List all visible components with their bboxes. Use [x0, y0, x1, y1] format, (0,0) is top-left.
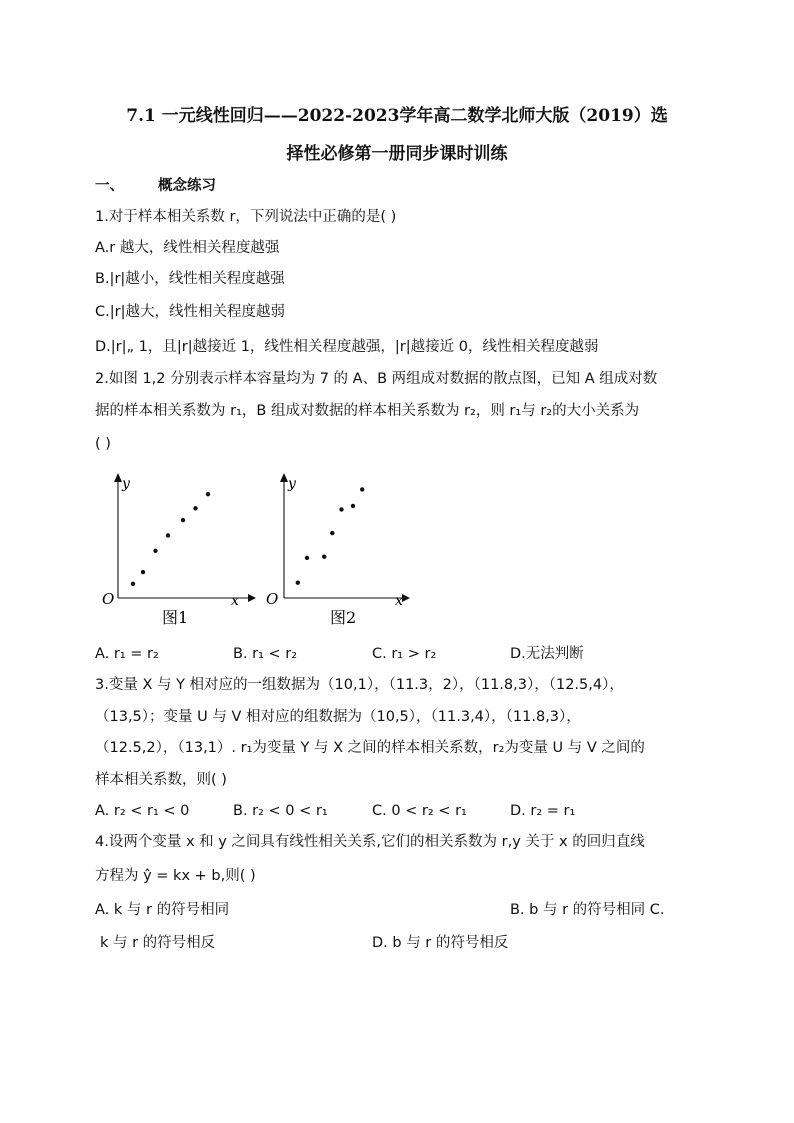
origin-label: O	[102, 590, 115, 608]
q1-stem: 1.对于样本相关系数 r，下列说法中正确的是( )	[95, 209, 397, 225]
scatter-point	[296, 580, 300, 584]
q4-stem-line1: 4.设两个变量 x 和 y 之间具有线性相关关系,它们的相关系数为 r,y 关于 x 的回归直线	[95, 834, 645, 850]
scatter-point	[360, 487, 364, 491]
scatter-point	[305, 556, 309, 560]
section-heading	[95, 176, 216, 196]
scatter-point	[181, 518, 185, 522]
scatter-point	[131, 582, 135, 586]
q3-option-b: B. r₂ < 0 < r₁	[233, 803, 328, 819]
q2-option-d: D.无法判断	[510, 646, 584, 662]
q4-stem-line2: 方程为 ŷ = kx + b,则( )	[95, 868, 256, 884]
q3-stem-line1: 3.变量 X 与 Y 相对应的一组数据为（10,1），（11.3，2），（11.8,3），（12.5,4），	[95, 677, 624, 693]
q2-stem-line3: ( )	[95, 436, 111, 452]
q2-option-a: A. r₁ = r₂	[95, 646, 159, 662]
q4-option-d: D. b 与 r 的符号相反	[372, 935, 509, 951]
x-axis-label: x	[395, 593, 403, 609]
scatter-point	[351, 504, 355, 508]
q3-option-c: C. 0 < r₂ < r₁	[372, 803, 467, 819]
scatter-plot-1	[98, 470, 258, 630]
q3-option-a: A. r₂ < r₁ < 0	[95, 803, 190, 819]
q3-stem-line3: （12.5,2），（13,1）. r₁为变量 Y 与 X 之间的样本相关系数，r₂为变量 U 与 V 之间的	[95, 740, 645, 756]
q1-option-a: A.r 越大，线性相关程度越强	[95, 240, 280, 256]
figure-caption-1: 图1	[162, 608, 189, 627]
y-axis-arrow-icon	[114, 473, 122, 482]
scatter-figure-2	[264, 470, 424, 634]
q1-option-d: D.|r|„ 1，且|r|越接近 1，线性相关程度越强，|r|越接近 0，线性相关程度越弱	[95, 339, 599, 355]
section-name: 概念练习	[158, 178, 216, 194]
scatter-figure-1	[98, 470, 258, 634]
scatter-point	[193, 506, 197, 510]
q4-option-a: A. k 与 r 的符号相同	[95, 902, 230, 918]
q1-option-b: B.|r|越小，线性相关程度越强	[95, 271, 285, 287]
scatter-point	[166, 533, 170, 537]
y-axis-label: y	[122, 476, 130, 492]
scatter-point	[141, 570, 145, 574]
q1-option-c: C.|r|越大，线性相关程度越弱	[95, 304, 285, 320]
x-axis-label: x	[231, 593, 239, 609]
section-number: 一、	[95, 178, 124, 194]
q3-stem-line2: （13,5）；变量 U 与 V 相对应的组数据为（10,5），（11.3,4），（11.8,3），	[95, 709, 581, 725]
x-axis-arrow-icon	[248, 594, 256, 602]
scatter-point	[153, 549, 157, 553]
q2-stem-line1: 2.如图 1,2 分别表示样本容量均为 7 的 A、B 两组成对数据的散点图，已知 A 组成对数	[95, 371, 658, 387]
q3-stem-line4: 样本相关系数，则( )	[95, 772, 227, 788]
q4-option-b: B. b 与 r 的符号相同 C.	[510, 902, 665, 918]
x-axis-arrow-icon	[402, 594, 410, 602]
q3-option-d: D. r₂ = r₁	[510, 803, 576, 819]
document-title-line2: 择性必修第一册同步课时训练	[286, 144, 508, 164]
scatter-point	[322, 555, 326, 559]
scatter-plot-2	[264, 470, 424, 630]
q2-stem-line2: 据的样本相关系数为 r₁，B 组成对数据的样本相关系数为 r₂，则 r₁与 r₂的大小关系为	[95, 403, 640, 419]
scatter-point	[206, 492, 210, 496]
q4-option-c: k 与 r 的符号相反	[100, 935, 216, 951]
scatter-point	[330, 531, 334, 535]
scatter-point	[339, 507, 343, 511]
document-title-line1: 7.1 一元线性回归——2022-2023学年高二数学北师大版（2019）选	[126, 106, 668, 126]
y-axis-label: y	[288, 476, 296, 492]
origin-label: O	[266, 590, 279, 608]
q2-option-b: B. r₁ < r₂	[233, 646, 298, 662]
figure-caption-2: 图2	[330, 608, 357, 627]
q2-option-c: C. r₁ > r₂	[372, 646, 437, 662]
scatter-points-1	[131, 492, 210, 586]
scatter-points-2	[296, 487, 365, 585]
y-axis-arrow-icon	[280, 473, 288, 482]
